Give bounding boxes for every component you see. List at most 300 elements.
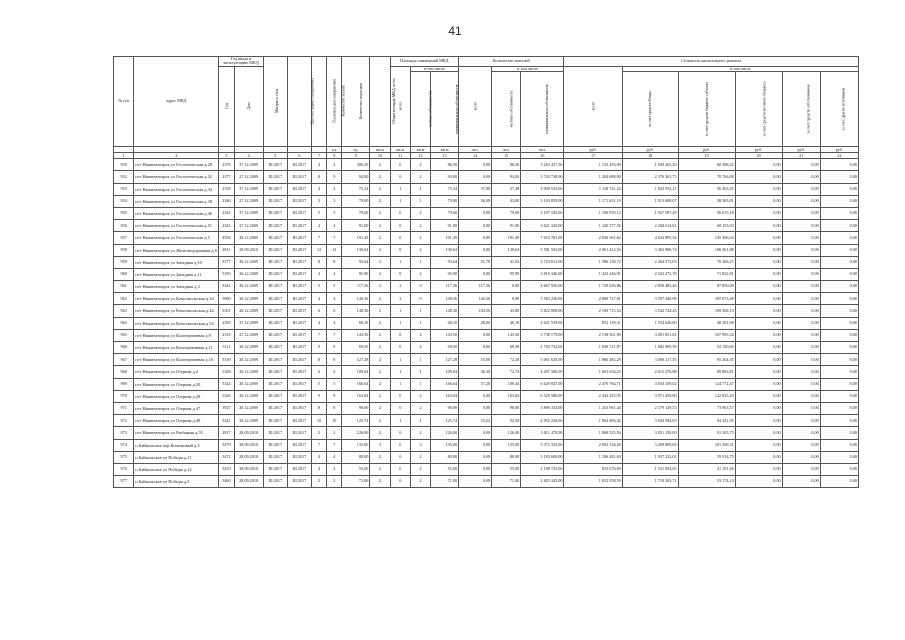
cell-repair-date: III.2017	[263, 342, 287, 354]
header-living-in: в том числе	[410, 66, 458, 71]
cell-address: пгт Нижнеангарск ул Геологическая д.46	[134, 207, 219, 219]
cell-res-total: 130,64	[431, 244, 459, 256]
cell-repair-date: III.2017	[263, 305, 287, 317]
column-index-cell: 20	[735, 153, 782, 159]
cell-num: 954	[114, 195, 134, 207]
unit-cell: кв.м	[370, 147, 390, 153]
cell-area-mun: 2	[410, 402, 430, 414]
cell-cost-region: 2 379 129,53	[622, 402, 678, 414]
cell-area-mun: 2	[410, 159, 430, 171]
cell-cost-region: 1 719 303,71	[622, 476, 678, 488]
cell-cost-fund: 1 340 577,36	[564, 220, 622, 232]
table-row	[114, 427, 859, 439]
column-index-cell: 21	[782, 153, 820, 159]
cell-cost-owners: 0,00	[735, 183, 782, 195]
cell-cost-fund: 2 080 727,81	[564, 293, 622, 305]
cell-area-priv: 0	[390, 207, 410, 219]
cell-cost-total: 4 992 226,00	[521, 415, 564, 427]
cell-cost-local: 60 288,22	[678, 159, 735, 171]
cell-cost-fund: 2 061 412,54	[564, 244, 622, 256]
cell-year: 2359	[219, 317, 234, 329]
cell-repair-date: III.2017	[263, 171, 287, 183]
header-living-private: частная собственность	[410, 72, 430, 147]
cell-entr: 4	[327, 317, 342, 329]
cell-area-priv: 1	[390, 366, 410, 378]
header-cost-owners: за счет средств собственников	[782, 72, 820, 147]
cell-area-priv: 2	[390, 293, 410, 305]
column-index-cell: 4	[234, 153, 263, 159]
column-index-cell: 18	[622, 153, 678, 159]
column-index-cell: 7	[311, 153, 326, 159]
cell-cost-fund: 1 204 688,00	[564, 171, 622, 183]
cell-cost-local: 94 341,95	[678, 415, 735, 427]
table-row	[114, 378, 859, 390]
header-cost-other: за счет других источников	[820, 72, 858, 147]
cell-res-total: 68,10	[431, 317, 459, 329]
cell-total: 130,64	[342, 244, 370, 256]
table-row	[114, 183, 859, 195]
cell-area-priv: 0	[390, 268, 410, 280]
cell-area-mun: 2	[410, 427, 430, 439]
cell-area-priv: 1	[390, 415, 410, 427]
cell-total: 68,10	[342, 317, 370, 329]
cell-cost-local: 101 366,31	[678, 439, 735, 451]
cell-floors: 8	[311, 171, 326, 183]
cell-res-priv: 0,00	[459, 329, 492, 341]
cell-res-priv: 117,36	[459, 281, 492, 293]
cell-repair-date: III.2017	[263, 451, 287, 463]
cell-area-total: 2	[370, 378, 390, 390]
cell-area-priv: 1	[390, 354, 410, 366]
cell-num: 970	[114, 390, 134, 402]
cell-planned: III.2017	[287, 354, 311, 366]
table-row	[114, 451, 859, 463]
cell-cost-owners: 0,00	[735, 159, 782, 171]
cell-total: 148,30	[342, 305, 370, 317]
cell-cost-fund: 2 138 561,99	[564, 329, 622, 341]
cell-cost-other: 0,00	[782, 159, 820, 171]
cell-cost-total: 3 107 182,00	[521, 207, 564, 219]
cell-floors: 2	[311, 476, 326, 488]
cell-cost-fund: 1 153 456,00	[564, 159, 622, 171]
header-last-repair-date: Дата последнего капремонта	[287, 57, 311, 147]
header-address: адрес МКД	[134, 57, 219, 147]
cell-area-total: 2	[370, 293, 390, 305]
cell-cost-local: 73 963,57	[678, 402, 735, 414]
cell-cost-region: 3 080 217,55	[622, 354, 678, 366]
cell-area-total: 2	[370, 317, 390, 329]
cell-res-mun: 143,50	[492, 329, 521, 341]
cell-cost-owners: 0,00	[735, 476, 782, 488]
cell-area-mun: 0	[410, 293, 430, 305]
cell-planned: III.2017	[287, 317, 311, 329]
cell-repair-date: III.2017	[263, 183, 287, 195]
cell-floors: 2	[311, 427, 326, 439]
cell-entr: 5	[327, 207, 342, 219]
cell-res-total: 93,64	[431, 256, 459, 268]
cell-year: 5341	[219, 281, 234, 293]
cell-area-mun: 3	[410, 439, 430, 451]
cell-cost-total: 3 183 600,00	[521, 451, 564, 463]
cell-area-mun: 2	[410, 329, 430, 341]
cell-area-total: 2	[370, 415, 390, 427]
cell-area-mun: 1	[410, 183, 430, 195]
cell-planned: III.2017	[287, 232, 311, 244]
cell-total: 80,00	[342, 451, 370, 463]
cell-cost-fund: 1 171 631,19	[564, 195, 622, 207]
cell-area-priv: 0	[390, 476, 410, 488]
cell-area-priv: 0	[390, 402, 410, 414]
cell-area-mun: 2	[410, 451, 430, 463]
cell-area-total: 2	[370, 463, 390, 475]
table-row	[114, 342, 859, 354]
cell-planned: III.2017	[287, 390, 311, 402]
cell-cost-other: 0,00	[782, 244, 820, 256]
cell-date: 26.12.2009	[234, 354, 263, 366]
cell-cost-local: 38 365,81	[678, 195, 735, 207]
cell-res-priv: 28,00	[459, 317, 492, 329]
cell-res-mun: 72,74	[492, 366, 521, 378]
cell-area-priv: 0	[390, 220, 410, 232]
cell-total: 75,34	[342, 183, 370, 195]
cell-area-mun: 2	[410, 268, 430, 280]
cell-res-total: 91,00	[431, 220, 459, 232]
cell-cost-total: 5 583 236,00	[521, 293, 564, 305]
unit-cell: руб.	[735, 147, 782, 153]
cell-area-priv: 2	[390, 281, 410, 293]
cell-cost-total: 2 825 445,00	[521, 476, 564, 488]
cell-cost-region: 1 949 263,20	[622, 159, 678, 171]
cell-area-mun: 2	[410, 232, 430, 244]
cell-year: 4556	[219, 232, 234, 244]
table-row	[114, 305, 859, 317]
cell-total: 55,00	[342, 463, 370, 475]
cell-res-priv: 0,00	[459, 390, 492, 402]
cell-planned: III.2017	[287, 476, 311, 488]
cell-area-mun: 2	[410, 171, 430, 183]
cell-planned: III.2017	[287, 342, 311, 354]
column-index-cell: 17	[564, 153, 622, 159]
cell-cost-region: 1 682 969,59	[622, 342, 678, 354]
cell-floors: 7	[311, 329, 326, 341]
cell-res-priv: 33,24	[459, 415, 492, 427]
cell-date: 28.09.2010	[234, 427, 263, 439]
cell-date: 26.12.2009	[234, 402, 263, 414]
cell-res-total: 79,60	[431, 207, 459, 219]
cell-area-mun: 1	[410, 366, 430, 378]
cell-cost-extra: 0,00	[820, 390, 858, 402]
cell-num: 952	[114, 171, 134, 183]
cell-cost-total: 2 765 752,00	[521, 342, 564, 354]
cell-date: 28.09.2010	[234, 244, 263, 256]
cell-area-priv: 1	[390, 256, 410, 268]
table-row	[114, 220, 859, 232]
cell-total: 125,74	[342, 415, 370, 427]
cell-area-priv: 0	[390, 232, 410, 244]
cell-cost-total: 4 667 950,00	[521, 281, 564, 293]
cell-floors: 9	[311, 390, 326, 402]
cell-res-priv: 0,00	[459, 159, 492, 171]
cell-cost-fund: 1 118 721,24	[564, 183, 622, 195]
cell-area-total: 2	[370, 354, 390, 366]
cell-cost-other: 0,00	[782, 317, 820, 329]
column-index-cell: 19	[678, 153, 735, 159]
cell-res-total: 166,64	[431, 378, 459, 390]
cell-planned: III.2017	[287, 451, 311, 463]
cell-address: пгт Нижнеангарск ул Озерная д.20	[134, 378, 219, 390]
cell-year: 5185	[219, 268, 234, 280]
cell-cost-total: 6 629 847,00	[521, 378, 564, 390]
cell-repair-date: III.2017	[263, 317, 287, 329]
unit-cell: руб.	[678, 147, 735, 153]
cell-address: пгт Нижнеангарск ул Западная д.11	[134, 268, 219, 280]
cell-year: 5139	[219, 354, 234, 366]
cell-cost-owners: 0,00	[735, 256, 782, 268]
cell-cost-total: 3 103 859,00	[521, 195, 564, 207]
cell-cost-extra: 0,00	[820, 256, 858, 268]
cell-area-total: 2	[370, 268, 390, 280]
cell-cost-other: 0,00	[782, 378, 820, 390]
cell-address: п Байкальское пер Кочетковый д.3	[134, 439, 219, 451]
cell-cost-other: 0,00	[782, 476, 820, 488]
cell-year: 5177	[219, 256, 234, 268]
unit-cell: ед.	[327, 147, 342, 153]
cell-area-mun: 0	[410, 281, 430, 293]
cell-floors: 4	[311, 463, 326, 475]
cell-planned: III.2017	[287, 329, 311, 341]
cell-cost-fund: 2 169 715,34	[564, 305, 622, 317]
header-cost-group: Стоимость капитального ремонта	[564, 57, 859, 67]
cell-floors: 4	[311, 451, 326, 463]
column-index-cell: 1	[114, 153, 134, 159]
cell-cost-fund: 2 836 561,62	[564, 232, 622, 244]
cell-res-total: 127,28	[431, 354, 459, 366]
cell-total: 127,28	[342, 354, 370, 366]
header-residents-municipal: муниципальная собственность	[521, 72, 564, 147]
cell-res-mun: 72,28	[492, 354, 521, 366]
column-index-cell: 12	[410, 153, 430, 159]
cell-address: пгт Нижнеангарск ул Западная д.3	[134, 281, 219, 293]
cell-res-total: 163,04	[431, 390, 459, 402]
cell-cost-local: 105 073,48	[678, 293, 735, 305]
cell-address: пгт Нижнеангарск ул Кооперативная д.16	[134, 354, 219, 366]
cell-res-total: 191,49	[431, 232, 459, 244]
cell-res-mun: 41,94	[492, 256, 521, 268]
cell-entr: 4	[327, 159, 342, 171]
cell-res-mun: 94,00	[492, 171, 521, 183]
cell-res-total: 55,00	[431, 463, 459, 475]
unit-cell: руб.	[820, 147, 858, 153]
cell-cost-fund: 1 864 496,42	[564, 415, 622, 427]
cell-date: 28.12.2009	[234, 232, 263, 244]
cell-entr: 2	[327, 476, 342, 488]
unit-cell: кв.м	[431, 147, 459, 153]
cell-area-total: 2	[370, 220, 390, 232]
cell-cost-region: 2 264 573,03	[622, 256, 678, 268]
cell-total: 71,00	[342, 476, 370, 488]
cell-total: 95,90	[342, 268, 370, 280]
cell-cost-owners: 0,00	[735, 317, 782, 329]
cell-area-total: 2	[370, 366, 390, 378]
cell-cost-fund: 1 052 958,59	[564, 476, 622, 488]
cell-res-total: 69,50	[431, 342, 459, 354]
cell-cost-region: 2 376 261,75	[622, 171, 678, 183]
cell-date: 28.09.2010	[234, 439, 263, 451]
cell-year: 2817	[219, 427, 234, 439]
cell-cost-other: 0,00	[782, 402, 820, 414]
cell-entr: 7	[327, 232, 342, 244]
cell-floors: 10	[311, 415, 326, 427]
cell-cost-extra: 0,00	[820, 427, 858, 439]
cell-address: п Байкальское ул Победы д.11	[134, 451, 219, 463]
cell-cost-extra: 0,00	[820, 342, 858, 354]
cell-cost-owners: 0,00	[735, 305, 782, 317]
cell-cost-local: 70 366,25	[678, 256, 735, 268]
cell-entr: 4	[327, 293, 342, 305]
cell-cost-total: 4 297 300,00	[521, 366, 564, 378]
table-row	[114, 195, 859, 207]
cell-res-total: 109,04	[431, 366, 459, 378]
cell-num: 976	[114, 463, 134, 475]
table-row	[114, 293, 859, 305]
cell-res-total: 80,00	[431, 451, 459, 463]
cell-cost-local: 80 883,81	[678, 366, 735, 378]
cell-area-mun: 1	[410, 305, 430, 317]
cell-cost-extra: 0,00	[820, 366, 858, 378]
cell-area-total: 2	[370, 305, 390, 317]
header-planned-date: Плановая дата завершения	[311, 57, 326, 147]
unit-cell: чел.	[521, 147, 564, 153]
cell-cost-fund: 1 186 481,84	[564, 451, 622, 463]
cell-cost-total: 2 621 539,00	[521, 317, 564, 329]
cell-cost-extra: 0,00	[820, 281, 858, 293]
cell-total: 191,49	[342, 232, 370, 244]
cell-cost-region: 2 268 614,61	[622, 220, 678, 232]
cell-res-total: 79,00	[431, 195, 459, 207]
cell-res-priv: 36,00	[459, 195, 492, 207]
cell-cost-total: 3 896 334,00	[521, 402, 564, 414]
table-header	[114, 57, 859, 147]
cell-res-priv: 0,00	[459, 244, 492, 256]
cell-planned: III.2017	[287, 402, 311, 414]
cell-floors: 4	[311, 220, 326, 232]
cell-res-mun: 135,00	[492, 439, 521, 451]
column-index-cell: 2	[134, 153, 219, 159]
cell-area-mun: 2	[410, 207, 430, 219]
cell-cost-total: 3 723 813,00	[521, 256, 564, 268]
header-living-group: Площадь помещений МКД	[390, 57, 459, 67]
cell-address: пгт Нижнеангарск ул Озерная д.28	[134, 390, 219, 402]
cell-cost-local: 109 568,10	[678, 305, 735, 317]
cell-cost-other: 0,00	[782, 183, 820, 195]
cell-cost-extra: 0,00	[820, 402, 858, 414]
cell-entr: 4	[327, 183, 342, 195]
cell-cost-fund: 952 139,31	[564, 317, 622, 329]
cell-cost-total: 5 738 179,00	[521, 329, 564, 341]
cell-area-mun: 1	[410, 378, 430, 390]
cell-area-total: 2	[370, 451, 390, 463]
cell-cost-fund: 1 729 626,86	[564, 281, 622, 293]
cell-cost-extra: 0,00	[820, 183, 858, 195]
cell-cost-local: 87 850,00	[678, 281, 735, 293]
cell-cost-local: 91 365,75	[678, 427, 735, 439]
cell-cost-extra: 0,00	[820, 293, 858, 305]
cell-cost-other: 0,00	[782, 207, 820, 219]
cell-res-mun: 126,00	[492, 427, 521, 439]
cell-repair-date: III.2017	[263, 439, 287, 451]
header-cost-in: в том числе	[622, 66, 858, 71]
cell-cost-other: 0,00	[782, 281, 820, 293]
cell-area-total: 2	[370, 159, 390, 171]
cell-cost-extra: 0,00	[820, 476, 858, 488]
cell-year: 5328	[219, 366, 234, 378]
table-row	[114, 207, 859, 219]
cell-date: 28.09.2010	[234, 451, 263, 463]
cell-date: 27.12.2009	[234, 220, 263, 232]
cell-year: 2343	[219, 220, 234, 232]
cell-res-mun: 0,00	[492, 293, 521, 305]
cell-date: 26.12.2009	[234, 268, 263, 280]
cell-total: 135,00	[342, 439, 370, 451]
cell-cost-extra: 0,00	[820, 329, 858, 341]
cell-year: 2811	[219, 244, 234, 256]
cell-area-mun: 2	[410, 390, 430, 402]
cell-cost-region: 1 331 854,05	[622, 463, 678, 475]
cell-area-total: 2	[370, 476, 390, 488]
table-row	[114, 256, 859, 268]
cell-cost-other: 0,00	[782, 220, 820, 232]
table-row	[114, 354, 859, 366]
cell-cost-extra: 0,00	[820, 244, 858, 256]
cell-res-priv: 104,50	[459, 305, 492, 317]
cell-num: 966	[114, 342, 134, 354]
table-row	[114, 268, 859, 280]
cell-date: 27.12.2009	[234, 183, 263, 195]
cell-res-mun: 191,49	[492, 232, 521, 244]
cell-year: 2341	[219, 207, 234, 219]
cell-entr: 4	[327, 268, 342, 280]
cell-cost-total: 5 011 470,00	[521, 427, 564, 439]
header-cost-local: за счет средств местного бюджета	[735, 72, 782, 147]
cell-cost-region: 3 542 724,26	[622, 305, 678, 317]
unit-cell: руб.	[782, 147, 820, 153]
cell-repair-date: III.2017	[263, 427, 287, 439]
cell-num: 961	[114, 281, 134, 293]
cell-entr: 4	[327, 220, 342, 232]
cell-cost-owners: 0,00	[735, 463, 782, 475]
cell-cost-local: 106 361,88	[678, 244, 735, 256]
column-index-cell: 10	[370, 153, 390, 159]
cell-repair-date: III.2017	[263, 463, 287, 475]
cell-res-mun: 98,00	[492, 402, 521, 414]
cell-year: 3927	[219, 402, 234, 414]
cell-cost-local: 52 150,84	[678, 342, 735, 354]
cell-res-priv: 0,00	[459, 207, 492, 219]
cell-cost-other: 0,00	[782, 451, 820, 463]
cell-num: 960	[114, 268, 134, 280]
cell-cost-owners: 0,00	[735, 439, 782, 451]
cell-floors: 4	[311, 317, 326, 329]
cell-year: 5690	[219, 293, 234, 305]
cell-area-priv: 1	[390, 183, 410, 195]
cell-entr: 5	[327, 281, 342, 293]
cell-total: 93,64	[342, 256, 370, 268]
cell-cost-extra: 0,00	[820, 305, 858, 317]
cell-cost-region: 2 322 272,78	[622, 268, 678, 280]
column-index-cell: 13	[431, 153, 459, 159]
cell-cost-other: 0,00	[782, 366, 820, 378]
cell-res-mun: 79,60	[492, 207, 521, 219]
